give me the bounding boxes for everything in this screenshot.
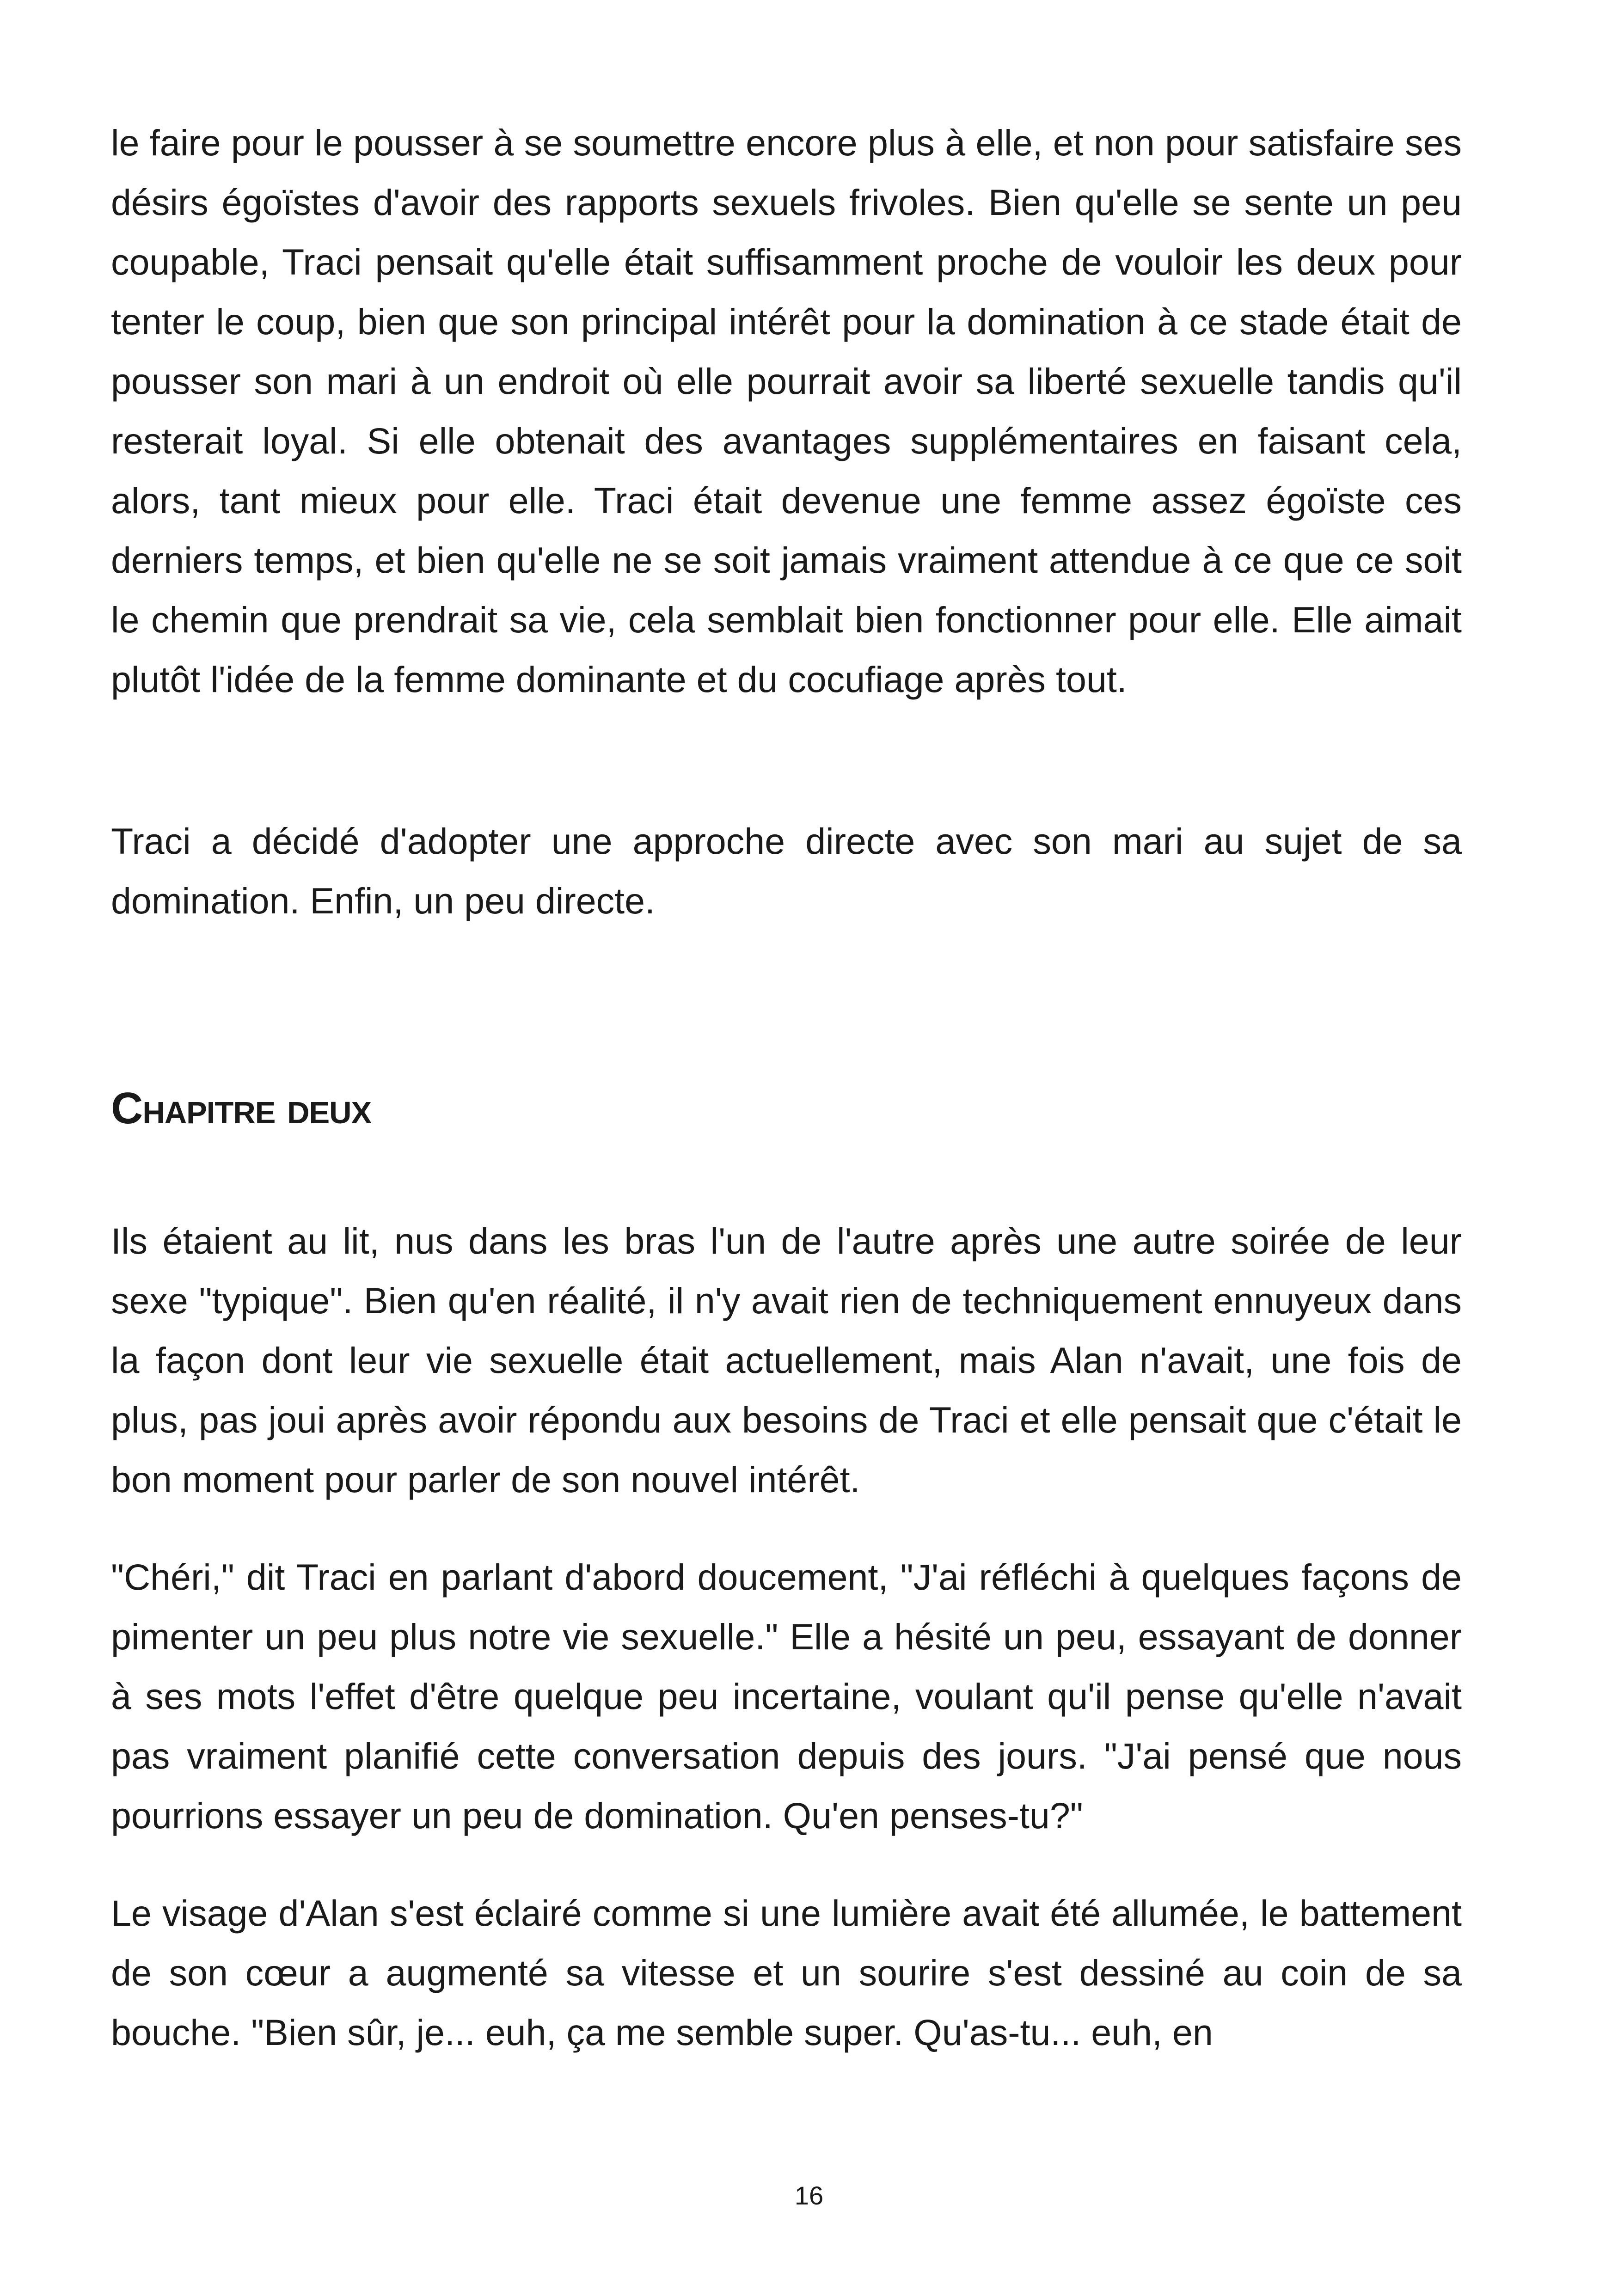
chapter-paragraph-2 [111,1547,1462,1845]
chapter-paragraph-1 [111,1211,1462,1509]
paragraph-approach [111,811,1462,931]
paragraph-text: "Chéri," dit Traci en parlant d'abord doucement, "J'ai réfléchi à quelques façons de pimenter un peu plus notre vie sexuelle." Elle a hésité un peu, essayant de donner à ses mots l'effet d'être quelque peu incertaine, voulant qu'il pense qu'elle n'avait pas vraiment planifié cette conversation depuis des jours. "J'ai pensé que nous pourrions essayer un peu de domination. Qu'en penses-tu?" [111,1556,1462,1836]
chapter-paragraph-3 [111,1883,1462,2062]
paragraph-text: le faire pour le pousser à se soumettre encore plus à elle, et non pour satisfaire ses désirs égoïstes d'avoir des rapports sexuels frivoles. Bien qu'elle se sente un peu coupable, Traci pensait qu'elle était suffisamment proche de vouloir les deux pour tenter le coup, bien que son principal intérêt pour la domination à ce stade était de pousser son mari à un endroit où elle pourrait avoir sa liberté sexuelle tandis qu'il resterait loyal. Si elle obtenait des avantages supplémentaires en faisant cela, alors, tant mieux pour elle. Traci était devenue une femme assez égoïste ces derniers temps, et bien qu'elle ne se soit jamais vraiment attendue à ce que ce soit le chemin que prendrait sa vie, cela semblait bien fonctionner pour elle. Elle aimait plutôt l'idée de la femme dominante et du cocufiage après tout. [111,122,1462,700]
paragraph-text: Le visage d'Alan s'est éclairé comme si une lumière avait été allumée, le battement de son cœur a augmenté sa vitesse et un sourire s'est dessiné au coin de sa bouche. "Bien sûr, je... euh, ça me semble super. Qu'as-tu... euh, en [111,1892,1462,2053]
paragraph-continuation [111,113,1462,709]
paragraph-text: Ils étaient au lit, nus dans les bras l'un de l'autre après une autre soirée de leur sexe "typique". Bien qu'en réalité, il n'y avait rien de techniquement ennuyeux dans la façon dont leur vie sexuelle était actuellement, mais Alan n'avait, une fois de plus, pas joui après avoir répondu aux besoins de Traci et elle pensait que c'était le bon moment pour parler de son nouvel intérêt. [111,1220,1462,1500]
chapter-heading: Chapitre deux [111,1084,372,1133]
paragraph-text: Traci a décidé d'adopter une approche directe avec son mari au sujet de sa domination. Enfin, un peu directe. [111,820,1462,921]
page-number: 16 [794,2181,824,2210]
